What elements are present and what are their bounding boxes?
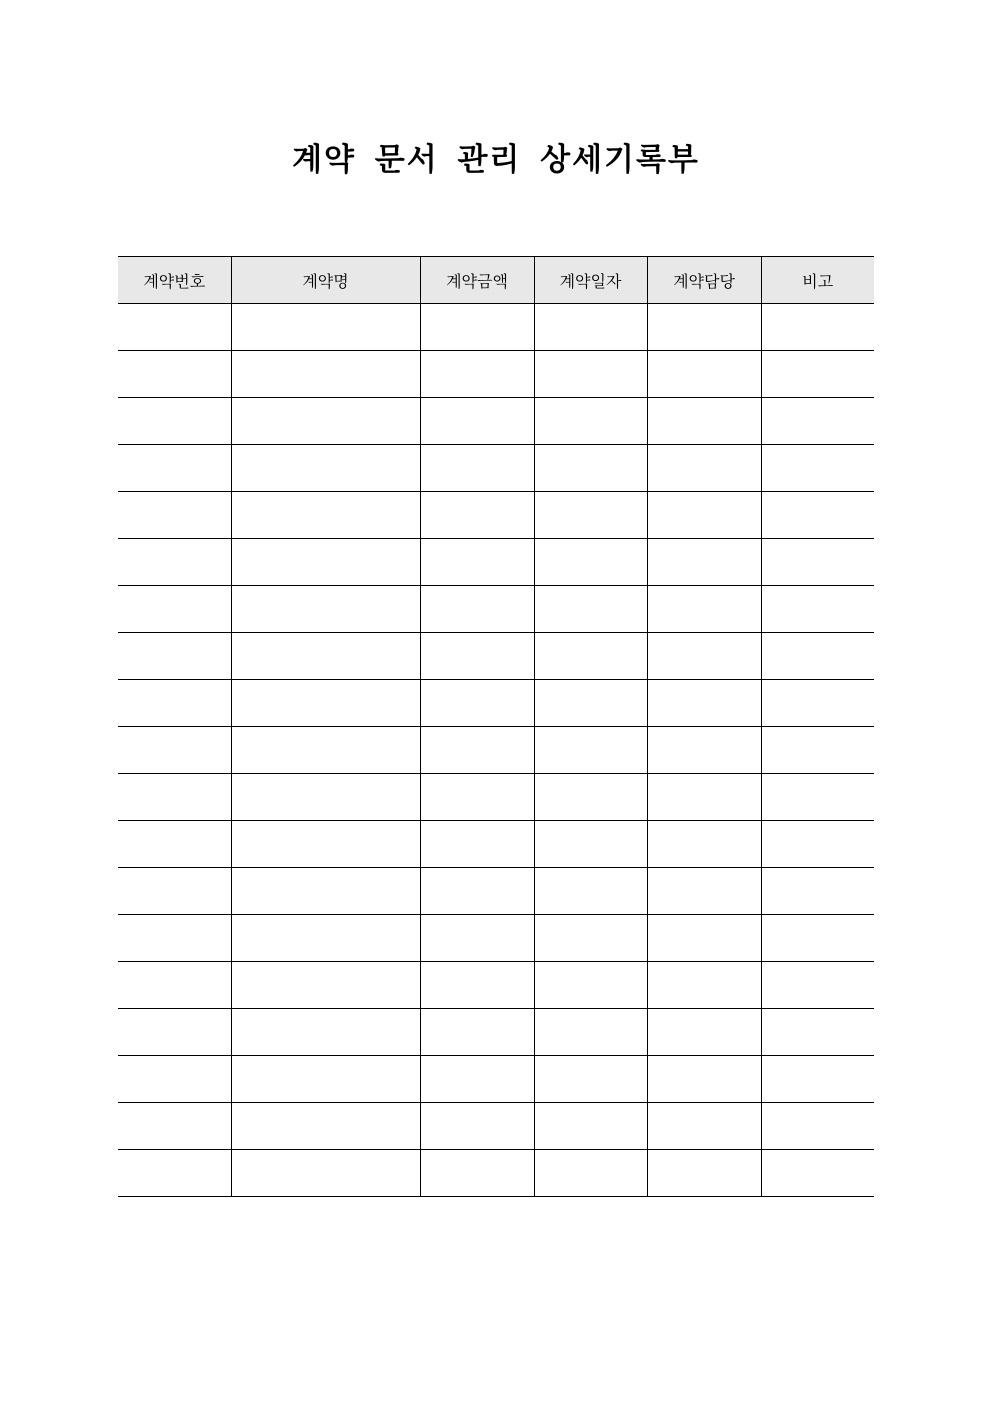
remarks-cell xyxy=(761,445,874,492)
contract-amount-cell xyxy=(420,727,534,774)
contract-amount-cell xyxy=(420,915,534,962)
table-row xyxy=(118,915,874,962)
contract-number-cell xyxy=(118,539,231,586)
table-row xyxy=(118,774,874,821)
table-row xyxy=(118,962,874,1009)
contract-amount-cell xyxy=(420,586,534,633)
contract-name-cell xyxy=(231,1056,420,1103)
contract-number-cell xyxy=(118,304,231,351)
header-contract-amount: 계약금액 xyxy=(420,257,534,304)
contract-number-cell xyxy=(118,727,231,774)
contract-manager-cell xyxy=(647,962,761,1009)
contract-name-cell xyxy=(231,633,420,680)
contract-date-cell xyxy=(534,915,647,962)
contract-manager-cell xyxy=(647,1150,761,1197)
contract-date-cell xyxy=(534,492,647,539)
contract-manager-cell xyxy=(647,680,761,727)
contract-number-cell xyxy=(118,1056,231,1103)
contract-date-cell xyxy=(534,821,647,868)
contract-number-cell xyxy=(118,633,231,680)
contract-date-cell xyxy=(534,539,647,586)
contract-manager-cell xyxy=(647,304,761,351)
contract-amount-cell xyxy=(420,962,534,1009)
remarks-cell xyxy=(761,962,874,1009)
header-contract-date: 계약일자 xyxy=(534,257,647,304)
contract-name-cell xyxy=(231,868,420,915)
contract-name-cell xyxy=(231,304,420,351)
contract-manager-cell xyxy=(647,633,761,680)
table-row xyxy=(118,868,874,915)
contract-manager-cell xyxy=(647,1103,761,1150)
contract-date-cell xyxy=(534,586,647,633)
contract-manager-cell xyxy=(647,351,761,398)
remarks-cell xyxy=(761,774,874,821)
table-row xyxy=(118,1150,874,1197)
remarks-cell xyxy=(761,821,874,868)
contract-number-cell xyxy=(118,1009,231,1056)
contract-name-cell xyxy=(231,915,420,962)
table-body xyxy=(118,304,874,1197)
contract-manager-cell xyxy=(647,868,761,915)
contract-amount-cell xyxy=(420,1103,534,1150)
remarks-cell xyxy=(761,1056,874,1103)
remarks-cell xyxy=(761,304,874,351)
contract-number-cell xyxy=(118,915,231,962)
table-row xyxy=(118,727,874,774)
contract-amount-cell xyxy=(420,398,534,445)
contract-date-cell xyxy=(534,1056,647,1103)
contract-date-cell xyxy=(534,727,647,774)
table-row xyxy=(118,539,874,586)
contract-manager-cell xyxy=(647,445,761,492)
contract-amount-cell xyxy=(420,1056,534,1103)
header-remarks: 비고 xyxy=(761,257,874,304)
contract-manager-cell xyxy=(647,774,761,821)
contract-name-cell xyxy=(231,351,420,398)
contract-amount-cell xyxy=(420,539,534,586)
contract-name-cell xyxy=(231,821,420,868)
contract-name-cell xyxy=(231,680,420,727)
table-row xyxy=(118,1009,874,1056)
contract-number-cell xyxy=(118,962,231,1009)
contract-amount-cell xyxy=(420,445,534,492)
contract-name-cell xyxy=(231,962,420,1009)
contract-date-cell xyxy=(534,1150,647,1197)
contract-name-cell xyxy=(231,727,420,774)
contract-date-cell xyxy=(534,868,647,915)
contract-number-cell xyxy=(118,492,231,539)
contract-number-cell xyxy=(118,680,231,727)
contract-date-cell xyxy=(534,1009,647,1056)
header-contract-name: 계약명 xyxy=(231,257,420,304)
contract-manager-cell xyxy=(647,821,761,868)
table-row xyxy=(118,445,874,492)
contract-name-cell xyxy=(231,774,420,821)
contract-manager-cell xyxy=(647,915,761,962)
contract-amount-cell xyxy=(420,680,534,727)
remarks-cell xyxy=(761,1103,874,1150)
contract-name-cell xyxy=(231,492,420,539)
header-contract-manager: 계약담당 xyxy=(647,257,761,304)
remarks-cell xyxy=(761,351,874,398)
contract-number-cell xyxy=(118,774,231,821)
remarks-cell xyxy=(761,868,874,915)
contract-number-cell xyxy=(118,868,231,915)
contract-amount-cell xyxy=(420,351,534,398)
remarks-cell xyxy=(761,586,874,633)
table-header-row xyxy=(118,257,874,304)
contract-number-cell xyxy=(118,1103,231,1150)
table-row xyxy=(118,586,874,633)
contract-manager-cell xyxy=(647,398,761,445)
contract-date-cell xyxy=(534,633,647,680)
contract-manager-cell xyxy=(647,586,761,633)
contract-date-cell xyxy=(534,351,647,398)
contract-name-cell xyxy=(231,1009,420,1056)
remarks-cell xyxy=(761,1150,874,1197)
contract-record-table xyxy=(118,256,874,1197)
remarks-cell xyxy=(761,680,874,727)
contract-manager-cell xyxy=(647,539,761,586)
table-row xyxy=(118,492,874,539)
remarks-cell xyxy=(761,727,874,774)
contract-manager-cell xyxy=(647,1056,761,1103)
table-row xyxy=(118,633,874,680)
remarks-cell xyxy=(761,1009,874,1056)
page-title: 계약 문서 관리 상세기록부 xyxy=(292,142,700,178)
contract-number-cell xyxy=(118,398,231,445)
table-row xyxy=(118,821,874,868)
contract-amount-cell xyxy=(420,868,534,915)
contract-date-cell xyxy=(534,1103,647,1150)
contract-name-cell xyxy=(231,445,420,492)
contract-amount-cell xyxy=(420,821,534,868)
contract-number-cell xyxy=(118,821,231,868)
contract-date-cell xyxy=(534,962,647,1009)
contract-date-cell xyxy=(534,304,647,351)
contract-number-cell xyxy=(118,445,231,492)
contract-manager-cell xyxy=(647,492,761,539)
contract-name-cell xyxy=(231,1103,420,1150)
contract-name-cell xyxy=(231,539,420,586)
table-row xyxy=(118,351,874,398)
contract-amount-cell xyxy=(420,774,534,821)
contract-number-cell xyxy=(118,1150,231,1197)
contract-date-cell xyxy=(534,398,647,445)
contract-amount-cell xyxy=(420,304,534,351)
contract-amount-cell xyxy=(420,633,534,680)
contract-date-cell xyxy=(534,680,647,727)
remarks-cell xyxy=(761,633,874,680)
table-row xyxy=(118,680,874,727)
remarks-cell xyxy=(761,398,874,445)
table-row xyxy=(118,304,874,351)
contract-manager-cell xyxy=(647,727,761,774)
contract-name-cell xyxy=(231,586,420,633)
contract-date-cell xyxy=(534,445,647,492)
contract-number-cell xyxy=(118,586,231,633)
remarks-cell xyxy=(761,492,874,539)
remarks-cell xyxy=(761,539,874,586)
remarks-cell xyxy=(761,915,874,962)
contract-name-cell xyxy=(231,398,420,445)
contract-number-cell xyxy=(118,351,231,398)
header-contract-number: 계약번호 xyxy=(118,257,231,304)
table-row xyxy=(118,398,874,445)
contract-amount-cell xyxy=(420,492,534,539)
contract-amount-cell xyxy=(420,1150,534,1197)
table-row xyxy=(118,1056,874,1103)
contract-name-cell xyxy=(231,1150,420,1197)
table-row xyxy=(118,1103,874,1150)
contract-manager-cell xyxy=(647,1009,761,1056)
contract-amount-cell xyxy=(420,1009,534,1056)
contract-date-cell xyxy=(534,774,647,821)
